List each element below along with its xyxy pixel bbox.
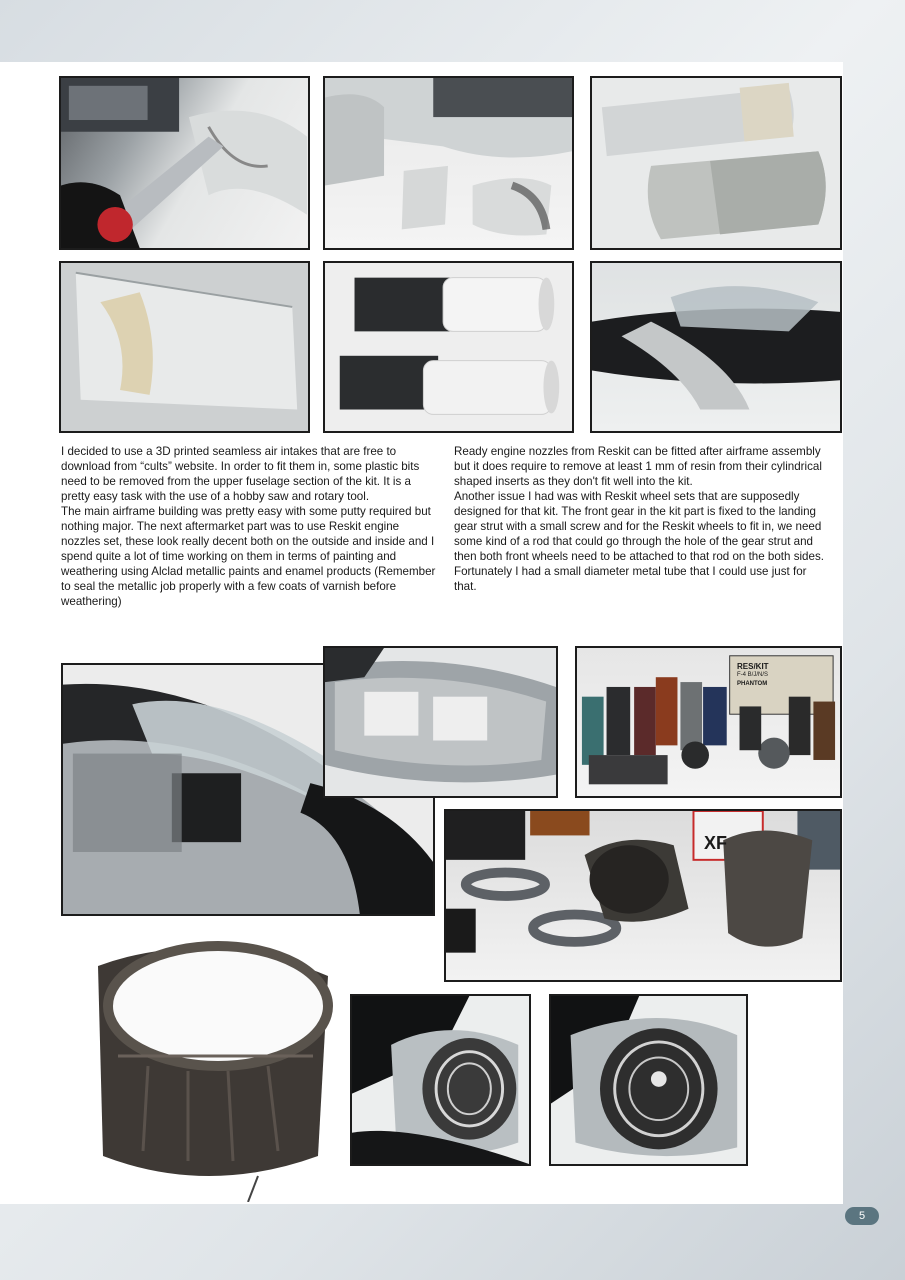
paragraph: Ready engine nozzles from Reskit can be fitted after airframe assembly but it does require to remove at least 1 mm of resin from their cylindrical shaped inserts as they don't fit well into the kit. [454,445,822,488]
photo-intake-interior [323,646,558,798]
photo-fuselage-parts-removed [323,76,574,250]
photo-cutting-intake [59,76,310,250]
reskit-brand: RES/KIT [737,662,769,671]
photo-paints-and-nozzles [575,646,842,798]
paragraph: I decided to use a 3D printed seamless air intakes that are free to download from “cults” website. In order to fit them in, some plastic bits need to be removed from the upper fuselage section of the kit. It is a pretty easy task with the use of a hobby saw and rotary tool. [61,445,420,503]
reskit-model: F-4 B/J/N/S [737,672,769,678]
photo-cockpit-assembled [590,261,842,433]
page-number: 5 [845,1207,879,1225]
photo-intake-closeup [59,261,310,433]
paint-label-xf: XF [704,833,728,853]
photo-nozzles-painted [323,261,574,433]
photo-nozzle-rings [444,809,842,982]
photo-nozzle-closeup [58,926,358,1202]
reskit-box-label [737,662,832,689]
article-column-right [454,444,830,594]
paragraph: Another issue I had was with Reskit wheel sets that are supposedly designed for that kit. The front gear in the kit part is fixed to the landing gear strut with a small screw and for the Reskit wheels to fit in, we need some kind of a rod that could go through the hole of the gear strut and then both front wheels need to be attached to that rod on the both sides. Fortunately I had a small diameter metal tube that I could use just for that. [454,490,824,593]
photo-nozzle-installed-right [549,994,748,1166]
reskit-name: PHANTOM [737,681,768,687]
article-column-left [61,444,437,609]
photo-intake-covers [590,76,842,250]
photo-nozzle-installed-left [350,994,531,1166]
paragraph: The main airframe building was pretty easy with some putty required but nothing major. The next aftermarket part was to use Reskit engine nozzles set, these look really decent both on the outside and inside and I spend quite a lot of time working on them in terms of painting and weathering using Alclad metallic paints and enamel products (Remember to seal the metallic job properly with a few coats of varnish before weathering) [61,505,436,608]
